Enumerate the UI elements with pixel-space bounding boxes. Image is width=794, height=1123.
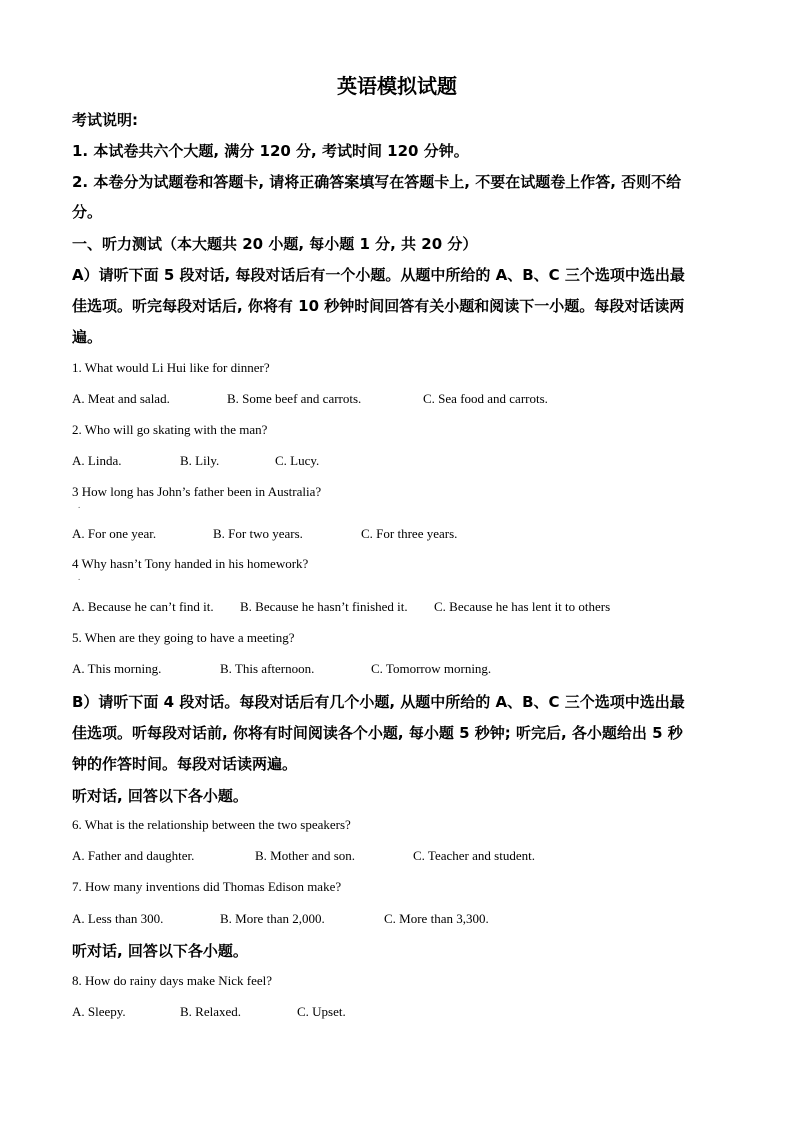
part-b-instruction: 钟的作答时间。每段对话读两遍。 [72, 755, 298, 773]
option-a: A. Linda. [72, 453, 122, 468]
option-c: C. Because he has lent it to others [434, 599, 611, 614]
question-text: 6. What is the relationship between the two speakers? [72, 817, 351, 832]
option-b: B. This afternoon. [220, 661, 315, 676]
question-text: 5. When are they going to have a meeting? [72, 630, 295, 645]
instructions-heading: 考试说明: [72, 111, 138, 129]
part-b-instruction: B）请听下面 4 段对话。每段对话后有几个小题, 从题中所给的 A、B、C 三个选项中选出最 [72, 693, 685, 711]
option-b: B. Relaxed. [180, 1004, 242, 1019]
option-a: A. Less than 300. [72, 911, 164, 926]
part-b-instruction: 佳选项。听每段对话前, 你将有时间阅读各个小题, 每小题 5 秒钟; 听完后, 各小题给出 5 秒 [72, 724, 683, 742]
question-text: 3 How long has John’s father been in Australia? [72, 484, 322, 499]
option-c: C. Upset. [297, 1004, 346, 1019]
question-text: 7. How many inventions did Thomas Edison make? [72, 879, 342, 894]
option-a: A. Meat and salad. [72, 391, 170, 406]
page-title: 英语模拟试题 [337, 74, 457, 98]
question-text: 2. Who will go skating with the man? [72, 422, 268, 437]
part-a-instruction: 遍。 [72, 328, 103, 346]
option-c: C. Tomorrow morning. [371, 661, 492, 676]
option-a: A. Sleepy. [72, 1004, 126, 1019]
option-b: B. Lily. [180, 453, 220, 468]
question-text: 4 Why hasn’t Tony handed in his homework? [72, 556, 309, 571]
option-b: B. Because he hasn’t finished it. [240, 599, 408, 614]
option-c: C. Lucy. [275, 453, 320, 468]
question-text: 1. What would Li Hui like for dinner? [72, 360, 270, 375]
question-text: 8. How do rainy days make Nick feel? [72, 973, 272, 988]
option-b: B. Some beef and carrots. [227, 391, 362, 406]
option-c: C. For three years. [361, 526, 458, 541]
section-heading: 一、听力测试（本大题共 20 小题, 每小题 1 分, 共 20 分） [72, 235, 478, 253]
option-b: B. Mother and son. [255, 848, 356, 863]
option-c: C. Teacher and student. [413, 848, 535, 863]
option-b: B. For two years. [213, 526, 303, 541]
instruction-line-2: 2. 本卷分为试题卷和答题卡, 请将正确答案填写在答题卡上, 不要在试题卷上作答, 否则不给 [72, 173, 682, 191]
part-a-instruction: 佳选项。听完每段对话后, 你将有 10 秒钟时间回答有关小题和阅读下一小题。每段对话读两 [72, 297, 685, 315]
number-dot-mark: . [78, 500, 81, 510]
listen-prompt: 听对话, 回答以下各小题。 [72, 787, 248, 805]
listen-prompt: 听对话, 回答以下各小题。 [72, 942, 248, 960]
instruction-line-2-cont: 分。 [72, 203, 103, 221]
number-dot-mark: . [78, 572, 81, 582]
option-a: A. Father and daughter. [72, 848, 195, 863]
option-a: A. Because he can’t find it. [72, 599, 214, 614]
option-a: A. For one year. [72, 526, 157, 541]
instruction-line-1: 1. 本试卷共六个大题, 满分 120 分, 考试时间 120 分钟。 [72, 142, 469, 160]
option-a: A. This morning. [72, 661, 162, 676]
option-c: C. More than 3,300. [384, 911, 489, 926]
option-b: B. More than 2,000. [220, 911, 325, 926]
part-a-instruction: A）请听下面 5 段对话, 每段对话后有一个小题。从题中所给的 A、B、C 三个选项中选出最 [72, 266, 685, 284]
option-c: C. Sea food and carrots. [423, 391, 548, 406]
